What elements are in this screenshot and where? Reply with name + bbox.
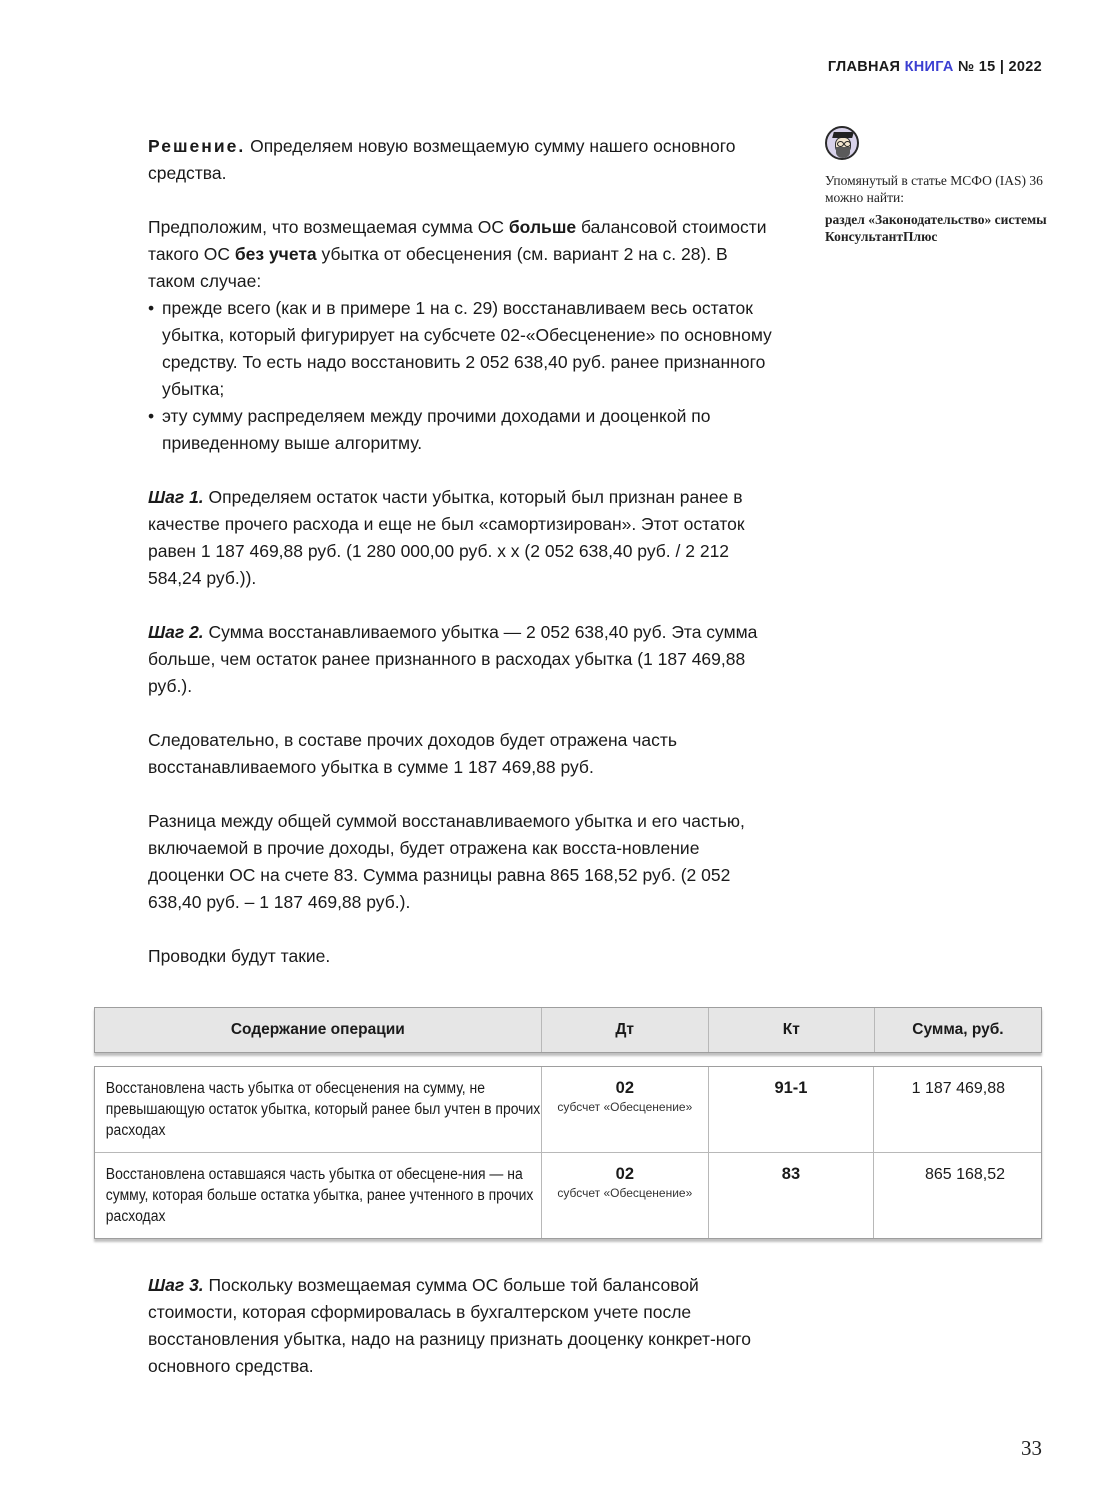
table-body	[94, 1066, 1042, 1239]
table-row	[95, 1067, 1041, 1153]
debit-account: 02	[615, 1079, 635, 1097]
scholar-avatar-icon	[825, 126, 859, 160]
step1-paragraph	[148, 484, 778, 592]
sidebar-reference: раздел «Законодательство» системы КонсультантПлюс	[825, 212, 1047, 244]
entries-table	[94, 1007, 1042, 1239]
main-text	[148, 133, 778, 997]
assumption-text-2: балансовой стоимости такого ОС	[148, 217, 767, 264]
assumption-bold-1: больше	[508, 217, 577, 237]
solution-label: Решение.	[148, 136, 246, 156]
entries-paragraph: Проводки будут такие.	[148, 946, 331, 966]
sidebar-text: Упомянутый в статье МСФО (IAS) 36 можно найти:	[825, 173, 1043, 205]
page-number: 33	[1021, 1436, 1042, 1460]
header-issue: № 15 | 2022	[958, 59, 1042, 75]
step2-paragraph	[148, 619, 778, 700]
amount: 865 168,52	[924, 1166, 1006, 1183]
credit-account: 83	[709, 1153, 875, 1238]
therefore-paragraph: Следовательно, в составе прочих доходов будет отражена часть восстанавливаемого убытка в сумме 1 187 469,88 руб.	[148, 730, 677, 777]
assumption-text-1: Предположим, что возмещаемая сумма ОС	[148, 217, 509, 237]
amount: 1 187 469,88	[911, 1080, 1006, 1097]
assumption-paragraph	[148, 214, 778, 295]
column-header: Дт	[542, 1008, 709, 1052]
column-header: Содержание операции	[95, 1008, 542, 1052]
debit-subaccount: субсчет «Обесценение»	[557, 1186, 693, 1200]
step2-text: Сумма восстанавливаемого убытка — 2 052 638,40 руб. Эта сумма больше, чем остаток ранее признанного в расходах убытка (1 187 469,88 руб.).	[148, 622, 758, 696]
debit-account: 02	[615, 1165, 635, 1183]
journal-header	[828, 59, 1042, 75]
difference-paragraph: Разница между общей суммой восстанавливаемого убытка и его частью, включаемой в прочие доходы, будет отражена как восста-новление дооценки ОС на счете 83. Сумма разницы равна 865 168,52 руб. (2 052 638,40 руб. – 1 187 469,88 руб.).	[148, 811, 745, 912]
step2-label: Шаг 2.	[148, 622, 204, 642]
column-header: Сумма, руб.	[912, 1021, 1004, 1038]
assumption-text-3: убытка от обесценения (см. вариант 2 на с. 28). В таком случае:	[148, 244, 728, 291]
sidebar-note	[825, 126, 1055, 245]
solution-paragraph	[148, 133, 778, 187]
step3-paragraph	[148, 1272, 788, 1380]
table-row	[95, 1153, 1041, 1238]
step1-text: Определяем остаток части убытка, который был признан ранее в качестве прочего расхода и еще не был «самортизирован». Этот остаток равен 1 187 469,88 руб. (1 280 000,00 руб. х х (2 052 638,40 руб. / 2 212 584,24 руб.)).	[148, 487, 745, 588]
step3-text: Поскольку возмещаемая сумма ОС больше той балансовой стоимости, которая сформировалась в бухгалтерском учете после восстановления убытка, надо на разницу признать дооценку конкрет-ного основного средства.	[148, 1275, 751, 1376]
bullet-item: • эту сумму распределяем между прочими доходами и дооценкой по приведенному выше алгоритму.	[148, 403, 778, 457]
header-title: ГЛАВНАЯ	[827, 59, 901, 75]
step3-label: Шаг 3.	[148, 1275, 204, 1295]
bullet-item: • прежде всего (как и в примере 1 на с. 29) восстанавливаем весь остаток убытка, который фигурирует на субсчете 02-«Обесценение» по основному средству. То есть надо восстановить 2 052 638,40 руб. ранее признанного убытка;	[148, 295, 778, 403]
table-header	[94, 1007, 1042, 1053]
step1-label: Шаг 1.	[148, 487, 204, 507]
column-header: Кт	[709, 1008, 875, 1052]
operation-content: Восстановлена оставшаяся часть убытка от обесцене-ния — на сумму, которая больше остатка убытка, ранее учтенного в прочих расходах	[105, 1166, 534, 1225]
header-title-accent: КНИГА	[904, 59, 954, 75]
bullet-list	[148, 295, 778, 457]
solution-text: Определяем новую возмещаемую сумму нашего основного средства.	[148, 136, 736, 183]
operation-content: Восстановлена часть убытка от обесценения на сумму, не превышающую остаток убытка, который ранее был учтен в прочих расходах	[105, 1080, 541, 1139]
assumption-bold-2: без учета	[234, 244, 317, 264]
credit-account: 91-1	[709, 1067, 875, 1152]
debit-subaccount: субсчет «Обесценение»	[557, 1100, 693, 1114]
